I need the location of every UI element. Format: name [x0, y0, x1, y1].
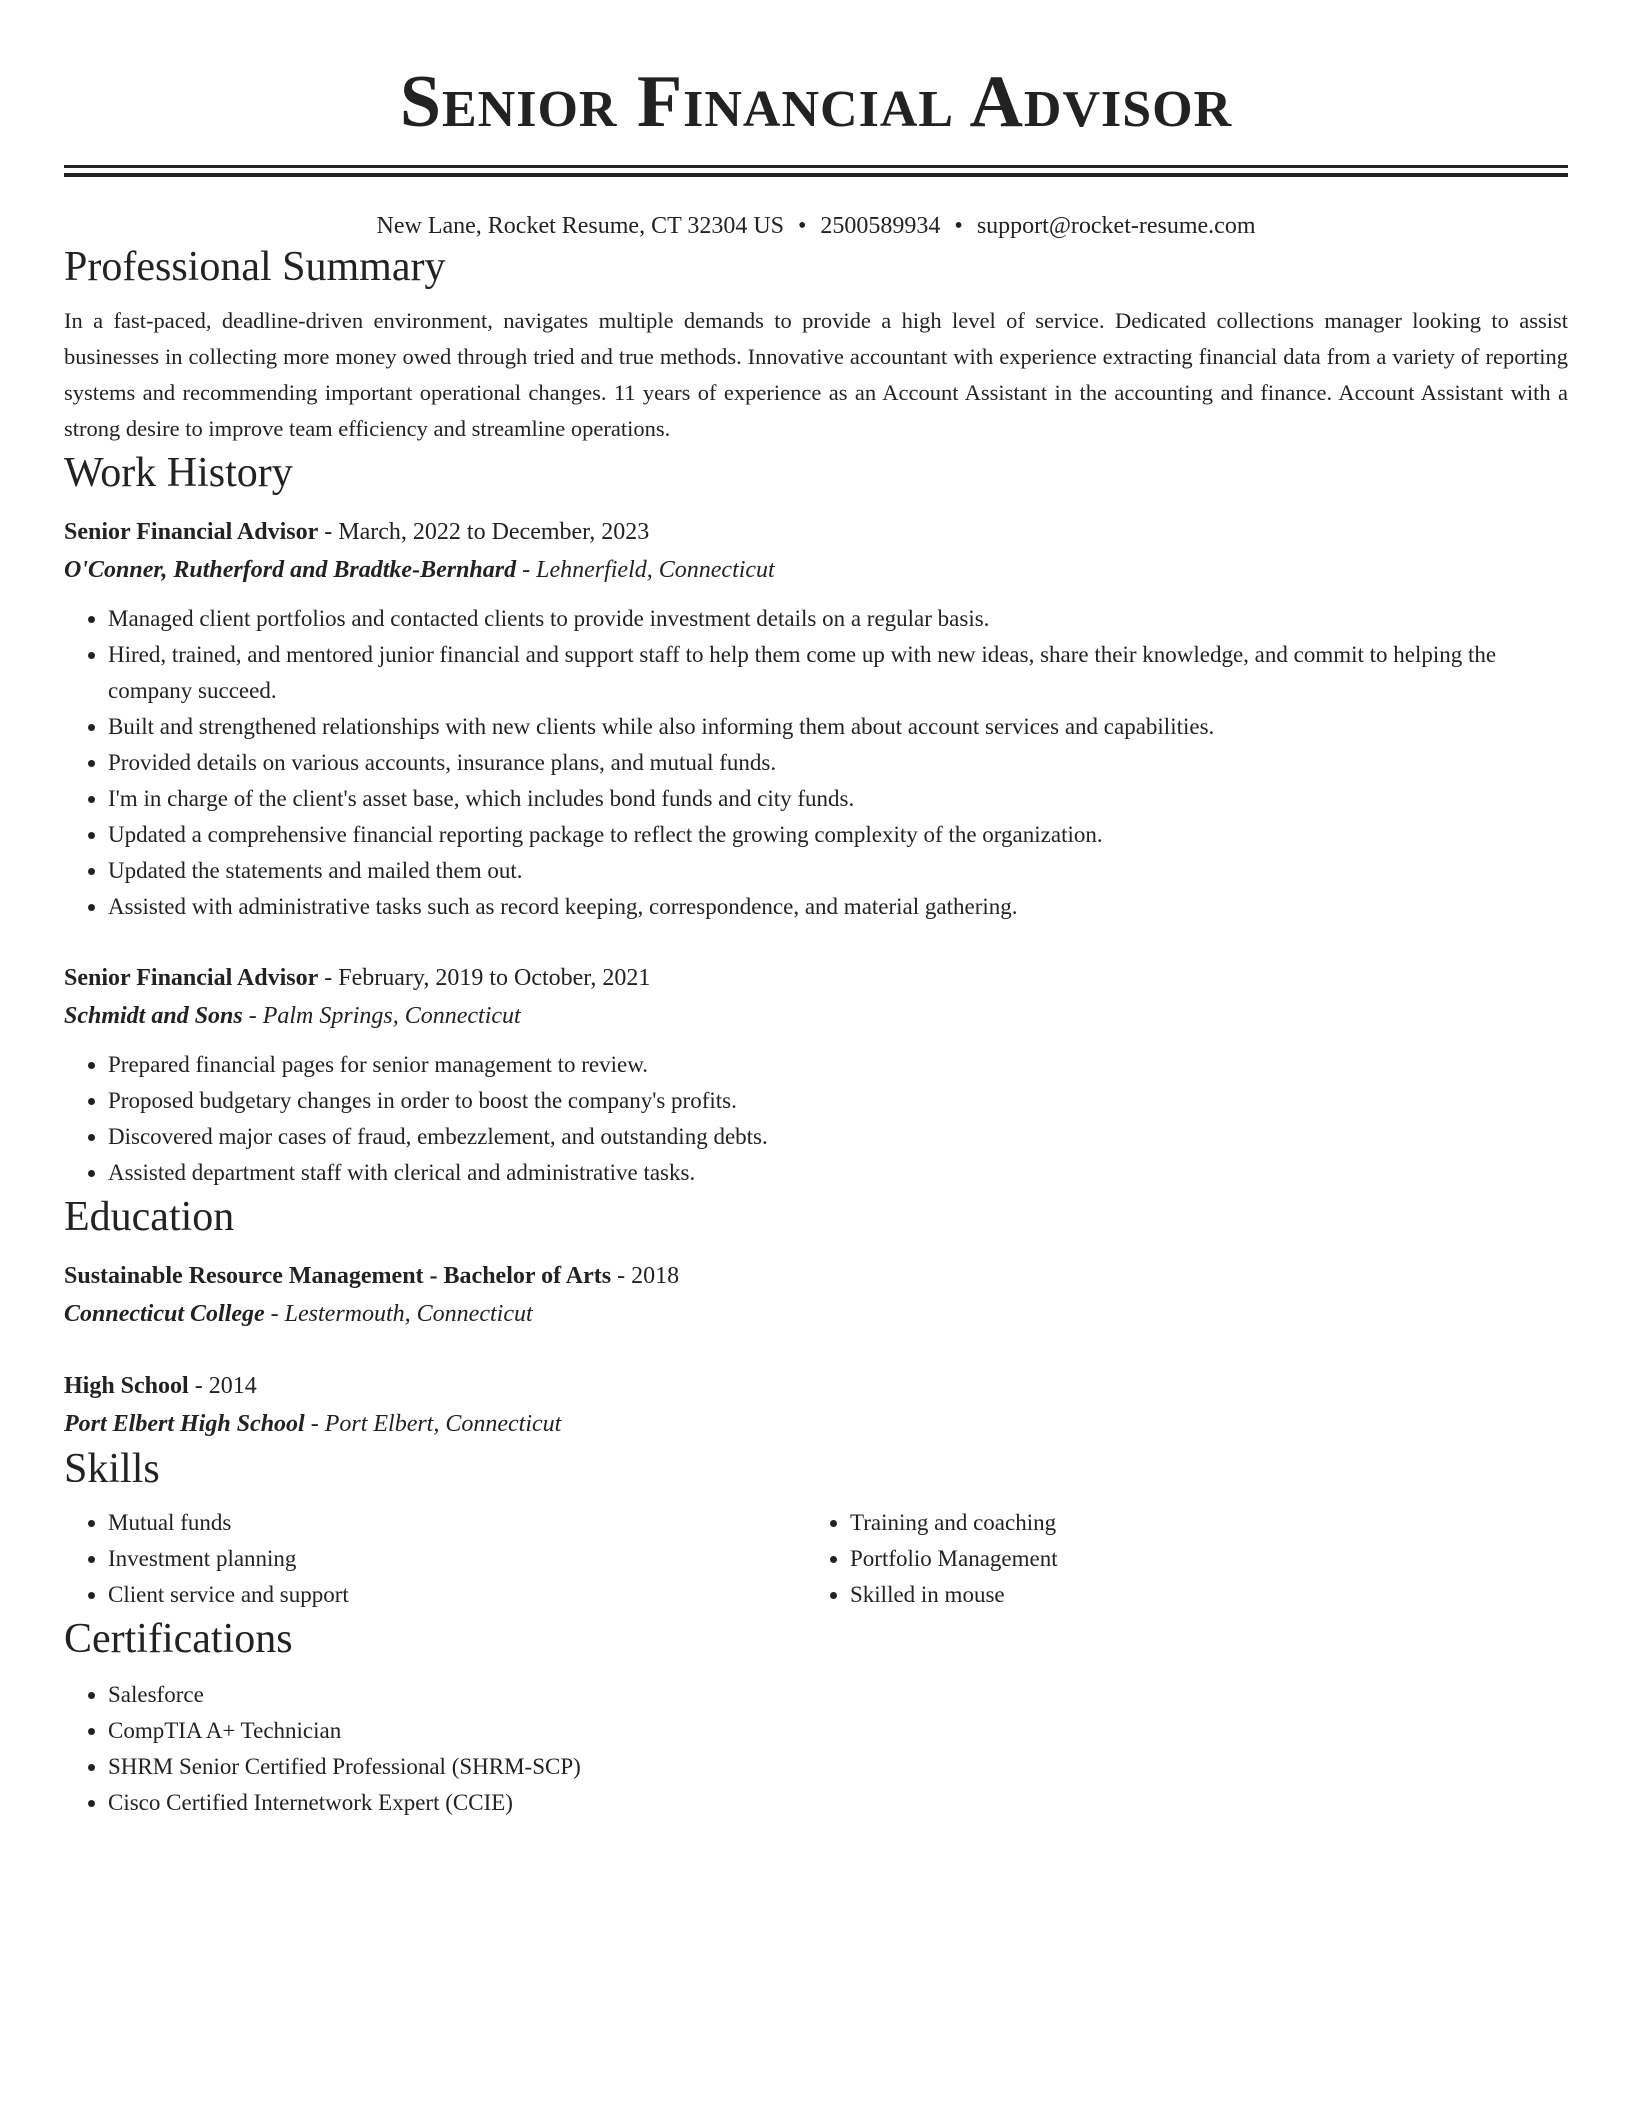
contact-separator: •	[954, 213, 963, 239]
certifications-heading: Certifications	[64, 1616, 293, 1662]
job-bullet: • Managed client portfolios and contacted clients to provide investment details on a regular basis.	[108, 601, 1568, 637]
job-company: Schmidt and Sons	[64, 1003, 243, 1029]
job-company-line	[64, 551, 1568, 589]
education-degree-line	[64, 1367, 1568, 1405]
contact-separator: •	[798, 213, 807, 239]
skills-list	[64, 1505, 806, 1613]
job-bullet: • Proposed budgetary changes in order to boost the company's profits.	[108, 1083, 1568, 1119]
certification-item: • SHRM Senior Certified Professional (SHRM-SCP)	[108, 1749, 1568, 1785]
certification-item: • Cisco Certified Internetwork Expert (CCIE)	[108, 1785, 1568, 1821]
job-entry	[64, 959, 1568, 1191]
skill-item: • Client service and support	[108, 1577, 806, 1613]
education-degree: High School	[64, 1373, 189, 1399]
certifications-list	[64, 1677, 1568, 1821]
job-dates: - March, 2022 to December, 2023	[318, 519, 650, 545]
skill-item: • Training and coaching	[850, 1505, 1548, 1541]
job-location: - Lehnerfield, Connecticut	[516, 557, 775, 583]
contact-email: support@rocket-resume.com	[976, 213, 1256, 239]
job-title: Senior Financial Advisor	[64, 965, 319, 991]
work-history-heading: Work History	[64, 450, 293, 496]
skill-item: • Investment planning	[108, 1541, 806, 1577]
contact-line	[64, 211, 1568, 241]
job-bullet: • Updated the statements and mailed them out.	[108, 853, 1568, 889]
skills-list	[806, 1505, 1548, 1613]
education-heading: Education	[64, 1194, 235, 1240]
job-bullet-list	[64, 601, 1568, 925]
education-school: Connecticut College	[64, 1301, 265, 1327]
education-entry	[64, 1367, 1568, 1443]
resume-title: Senior Financial Advisor	[399, 61, 1233, 143]
header-divider-top	[64, 165, 1568, 168]
skill-item: • Skilled in mouse	[850, 1577, 1548, 1613]
education-degree-line	[64, 1257, 1568, 1295]
summary-text: In a fast-paced, deadline-driven environment, navigates multiple demands to provide a high level of service. Dedicated collections manager looking to assist businesses in collecting more money owed through tried and true methods. Innovative accountant with experience extracting financial data from a variety of reporting systems and recommending important operational changes. 11 years of experience as an Account Assistant in the accounting and finance. Account Assistant with a strong desire to improve team efficiency and streamline operations.	[64, 308, 1568, 441]
skill-item: • Mutual funds	[108, 1505, 806, 1541]
skill-item: • Portfolio Management	[850, 1541, 1548, 1577]
education-school-line	[64, 1295, 1568, 1333]
education-year: - 2018	[611, 1263, 680, 1289]
education-location: - Port Elbert, Connecticut	[304, 1411, 562, 1437]
education-school-line	[64, 1405, 1568, 1443]
job-location: - Palm Springs, Connecticut	[242, 1003, 521, 1029]
education-year: - 2014	[188, 1373, 257, 1399]
job-entry	[64, 513, 1568, 925]
skills-heading: Skills	[64, 1446, 160, 1492]
certification-item: • Salesforce	[108, 1677, 1568, 1713]
education-location: - Lestermouth, Connecticut	[264, 1301, 533, 1327]
job-company: O'Conner, Rutherford and Bradtke-Bernhard	[64, 557, 517, 583]
job-title-line	[64, 513, 1568, 551]
job-bullet: • I'm in charge of the client's asset base, which includes bond funds and city funds.	[108, 781, 1568, 817]
job-dates: - February, 2019 to October, 2021	[318, 965, 651, 991]
job-bullet: • Provided details on various accounts, insurance plans, and mutual funds.	[108, 745, 1568, 781]
contact-address: New Lane, Rocket Resume, CT 32304 US	[376, 213, 784, 239]
job-bullet: • Hired, trained, and mentored junior financial and support staff to help them come up with new ideas, share their knowledge, and commit to helping the company succeed.	[108, 637, 1568, 709]
job-bullet: • Assisted with administrative tasks such as record keeping, correspondence, and material gathering.	[108, 889, 1568, 925]
job-bullet: • Assisted department staff with clerical and administrative tasks.	[108, 1155, 1568, 1191]
job-bullet: • Prepared financial pages for senior management to review.	[108, 1047, 1568, 1083]
education-school: Port Elbert High School	[64, 1411, 305, 1437]
job-company-line	[64, 997, 1568, 1035]
contact-phone: 2500589934	[820, 213, 941, 239]
skills-column-right	[806, 1505, 1548, 1613]
education-entry	[64, 1257, 1568, 1333]
header-divider-bottom	[64, 173, 1568, 177]
job-bullet: • Discovered major cases of fraud, embezzlement, and outstanding debts.	[108, 1119, 1568, 1155]
job-bullet: • Built and strengthened relationships with new clients while also informing them about account services and capabilities.	[108, 709, 1568, 745]
skills-grid	[64, 1505, 1568, 1613]
summary-heading: Professional Summary	[64, 244, 446, 290]
education-degree: Sustainable Resource Management - Bachelor of Arts	[64, 1263, 612, 1289]
job-title-line	[64, 959, 1568, 997]
skills-column-left	[64, 1505, 806, 1613]
job-title: Senior Financial Advisor	[64, 519, 319, 545]
job-bullet: • Updated a comprehensive financial reporting package to reflect the growing complexity of the organization.	[108, 817, 1568, 853]
certification-item: • CompTIA A+ Technician	[108, 1713, 1568, 1749]
job-bullet-list	[64, 1047, 1568, 1191]
